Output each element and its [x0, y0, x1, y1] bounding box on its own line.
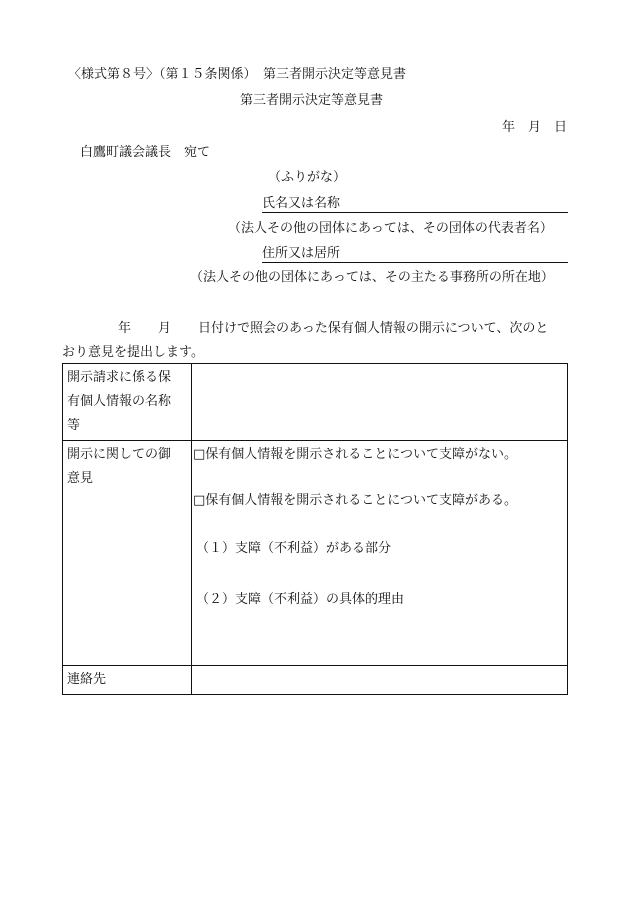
date-line: 年 月 日 — [502, 120, 568, 135]
issue-part-item: （１）支障（不利益）がある部分 — [196, 541, 392, 556]
name-note: （法人その他の団体にあっては、その団体の代表者名） — [228, 221, 553, 236]
contact-label: 連絡先 — [63, 666, 192, 695]
address-note: （法人その他の団体にあっては、その主たる事務所の所在地） — [190, 270, 554, 285]
intro-month: 月 — [158, 321, 172, 336]
opinion-label-line: 意見 — [67, 471, 94, 486]
contact-field[interactable] — [192, 666, 568, 695]
info-name-label-line: 開示請求に係る保 — [67, 370, 172, 385]
intro-text-line1: 日付けで照会のあった保有個人情報の開示について、次のと — [198, 321, 549, 336]
form-header: 〈様式第８号〉（第１５条関係） 第三者開示決定等意見書 — [68, 67, 407, 82]
info-name-label-line: 等 — [67, 418, 81, 433]
issue-reason-item: （２）支障（不利益）の具体的理由 — [196, 592, 405, 607]
option-no-issue[interactable]: □保有個人情報を開示されることについて支障がない。 — [193, 447, 518, 462]
addressee: 白鷹町議会議長 宛て — [80, 145, 211, 160]
address-label: 住所又は居所 — [262, 246, 341, 261]
intro-year: 年 — [118, 321, 132, 336]
address-underline — [262, 262, 568, 263]
info-name-label-line: 有個人情報の名称 — [67, 394, 172, 409]
furigana-label: （ふりがな） — [268, 170, 347, 185]
option-has-issue[interactable]: □保有個人情報を開示されることについて支障がある。 — [193, 493, 518, 508]
opinion-table — [62, 363, 568, 695]
info-name-field[interactable] — [192, 364, 568, 441]
opinion-field — [192, 441, 568, 666]
opinion-label-line: 開示に関しての御 — [67, 447, 172, 462]
intro-text-line2: おり意見を提出します。 — [62, 345, 204, 360]
info-name-label — [63, 364, 192, 441]
name-label: 氏名又は名称 — [262, 196, 341, 211]
name-underline — [262, 212, 568, 213]
table-row-opinion — [63, 441, 568, 666]
table-row-contact — [63, 666, 568, 695]
opinion-label — [63, 441, 192, 666]
table-row-info-name — [63, 364, 568, 441]
document-title: 第三者開示決定等意見書 — [240, 93, 384, 108]
